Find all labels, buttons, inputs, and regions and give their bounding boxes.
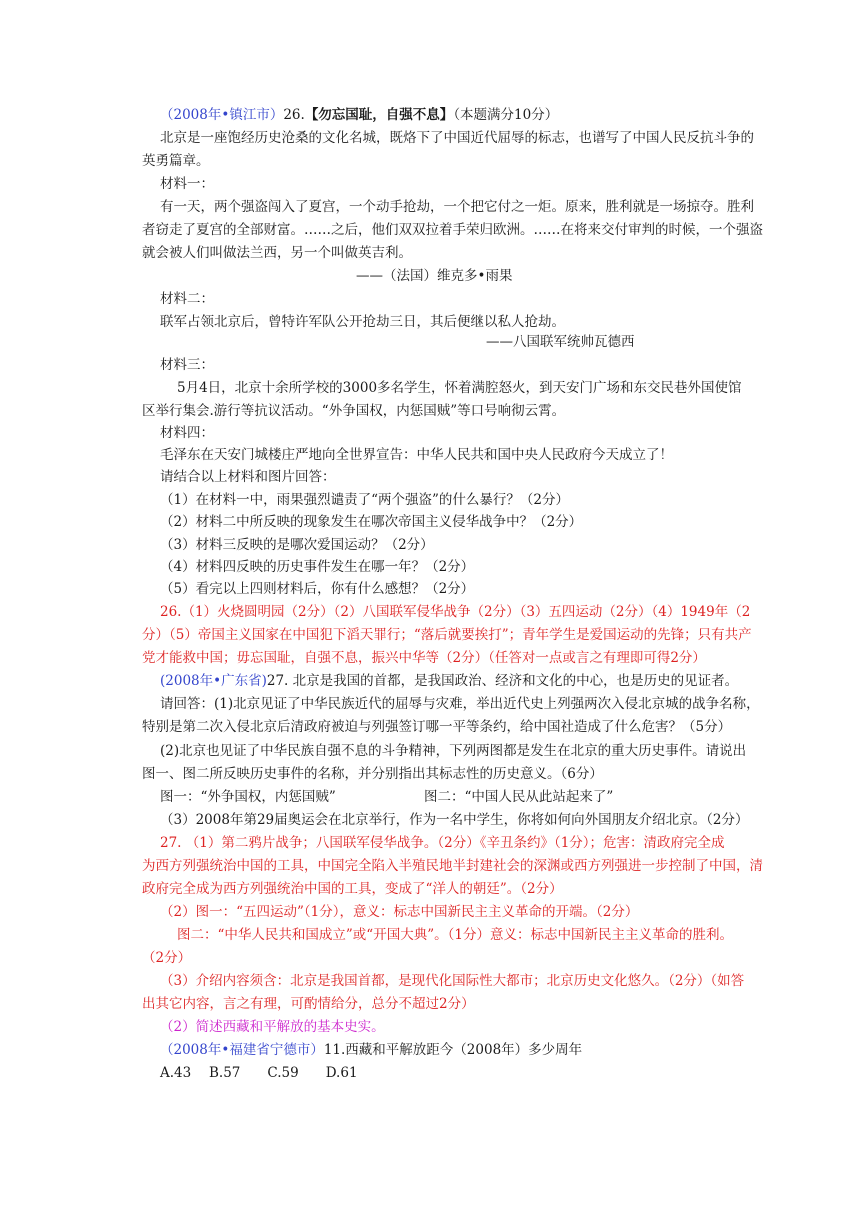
tibet-question: 11.西藏和平解放距今（2008年）多少周年 [323, 1042, 583, 1058]
material1-line2: 者窃走了夏宫的全部财富。……之后，他们双双拉着手荣归欧洲。……在将来交付审判的时候，一个强盗 [142, 222, 763, 238]
tibet-options: A.43 B.57 C.59 D.61 [160, 1065, 358, 1081]
material2-label: 材料二： [160, 291, 214, 307]
material1-line3: 就会被人们叫做法兰西，另一个叫做英吉利。 [142, 245, 412, 261]
q27-figure2-caption: 图二：“中国人民从此站起来了” [424, 789, 614, 805]
q26-question-5: （5）看完以上四则材料后，你有什么感想？（2分） [160, 581, 475, 597]
q26-intro-line2: 英勇篇章。 [142, 153, 210, 169]
q27-answer-line6: （2分） [142, 950, 192, 966]
q27-answer-line1: 27. （1）第二鸦片战争；八国联军侵华战争。（2分）《辛丑条约》（1分）；危害：清政府完全成 [160, 835, 725, 851]
q26-question-1: （1）在材料一中，雨果强烈谴责了“两个强盗”的什么暴行？（2分） [160, 492, 569, 508]
q27-source: (2008年•广东省) [160, 673, 267, 689]
q27-line5: 图一、图二所反映历史事件的名称，并分别指出其标志性的历史意义。（6分） [142, 766, 603, 782]
q27-answer-line7: （3）介绍内容须含：北京是我国首都，是现代化国际性大都市；北京历史文化悠久。（2分）（如答 [160, 973, 745, 989]
q27-figure1-caption: 图一：“外争国权，内惩国贼” [160, 789, 336, 805]
material1-citation: ——（法国）维克多•雨果 [356, 268, 513, 284]
q26-intro-line1: 北京是一座饱经历史沧桑的文化名城，既烙下了中国近代屈辱的标志，也谱写了中国人民反抗斗争的 [160, 130, 754, 146]
q26-question-4: （4）材料四反映的历史事件发生在哪一年？（2分） [160, 559, 475, 575]
tibet-source: （2008年•福建省宁德市） [160, 1042, 324, 1058]
tibet-heading: （2）简述西藏和平解放的基本史实。 [160, 1019, 385, 1035]
material3-label: 材料三： [160, 357, 214, 373]
q27-line4: (2)北京也见证了中华民族自强不息的斗争精神，下列两图都是发生在北京的重大历史事件。请说出 [160, 743, 747, 759]
q27-answer-line2: 为西方列强统治中国的工具，中国完全陷入半殖民地半封建社会的深渊或西方列强进一步控制了中国，清 [142, 858, 763, 874]
material3-line2: 区举行集会.游行等抗议活动。“外争国权，内惩国贼”等口号响彻云霄。 [142, 403, 566, 419]
material1-label: 材料一： [160, 176, 214, 192]
q26-title: 【勿忘国耻，自强不息】 [304, 107, 454, 123]
material2-line1: 联军占领北京后，曾特许军队公开抢劫三日，其后便继以私人抢劫。 [160, 314, 565, 330]
material4-line1: 毛泽东在天安门城楼庄严地向全世界宣告：中华人民共和国中央人民政府今天成立了！ [160, 447, 673, 463]
q27-line2: 请回答：(1)北京见证了中华民族近代的屈辱与灾难，举出近代史上列强两次入侵北京城的战争名称， [160, 696, 760, 712]
q27-answer-line8: 出其它内容，言之有理，可酌情给分，总分不超过2分） [142, 996, 475, 1012]
q26-question-3: （3）材料三反映的是哪次爱国运动？（2分） [160, 537, 434, 553]
tibet-question-line [160, 1039, 582, 1061]
q26-answer-line1: 26.（1）火烧圆明园（2分）（2）八国联军侵华战争（2分）（3）五四运动（2分）（4）1949年（2 [160, 604, 751, 620]
q26-score: （本题满分10分） [453, 107, 559, 123]
material2-citation: ——八国联军统帅瓦德西 [486, 334, 635, 350]
q27-line6: （3）2008年第29届奥运会在北京举行，作为一名中学生，你将如何向外国朋友介绍北京。（2分） [160, 812, 749, 828]
q26-source: （2008年•镇江市） [160, 107, 284, 123]
q26-prompt: 请结合以上材料和图片回答： [160, 469, 336, 485]
q26-header [160, 104, 558, 126]
material4-label: 材料四： [160, 425, 214, 441]
q27-answer-line4: （2）图一：“五四运动”（1分），意义：标志中国新民主主义革命的开端。（2分） [160, 904, 639, 920]
q27-answer-line5: 图二：“中华人民共和国成立”或“开国大典”。（1分）意义：标志中国新民主主义革命的胜利。 [177, 927, 733, 943]
q27-line3: 特别是第二次入侵北京后清政府被迫与列强签订哪一平等条约，给中国社造成了什么危害？（5分） [142, 719, 732, 735]
q27-answer-line3: 政府完全成为西方列强统治中国的工具，变成了“洋人的朝廷”。（2分） [142, 881, 563, 897]
q27-intro: 27. 北京是我国的首都，是我国政治、经济和文化的中心，也是历史的见证者。 [266, 673, 739, 689]
q26-answer-line3: 党才能救中国；毋忘国耻，自强不息，振兴中华等（2分）（任答对一点或言之有理即可得2分） [142, 650, 706, 666]
material1-line1: 有一天，两个强盗闯入了夏宫，一个动手抢劫，一个把它付之一炬。原来，胜利就是一场掠夺。胜利 [160, 199, 754, 215]
material3-line1: 5月4日，北京十余所学校的3000多名学生，怀着满腔怒火，到天安门广场和东交民巷外国使馆 [177, 380, 742, 396]
q26-number: 26. [283, 107, 305, 123]
q27-line1 [160, 670, 738, 692]
q26-question-2: （2）材料二中所反映的现象发生在哪次帝国主义侵华战争中？（2分） [160, 514, 583, 530]
q26-answer-line2: 分）（5）帝国主义国家在中国犯下滔天罪行；“落后就要挨打”；青年学生是爱国运动的先锋；只有共产 [142, 627, 752, 643]
